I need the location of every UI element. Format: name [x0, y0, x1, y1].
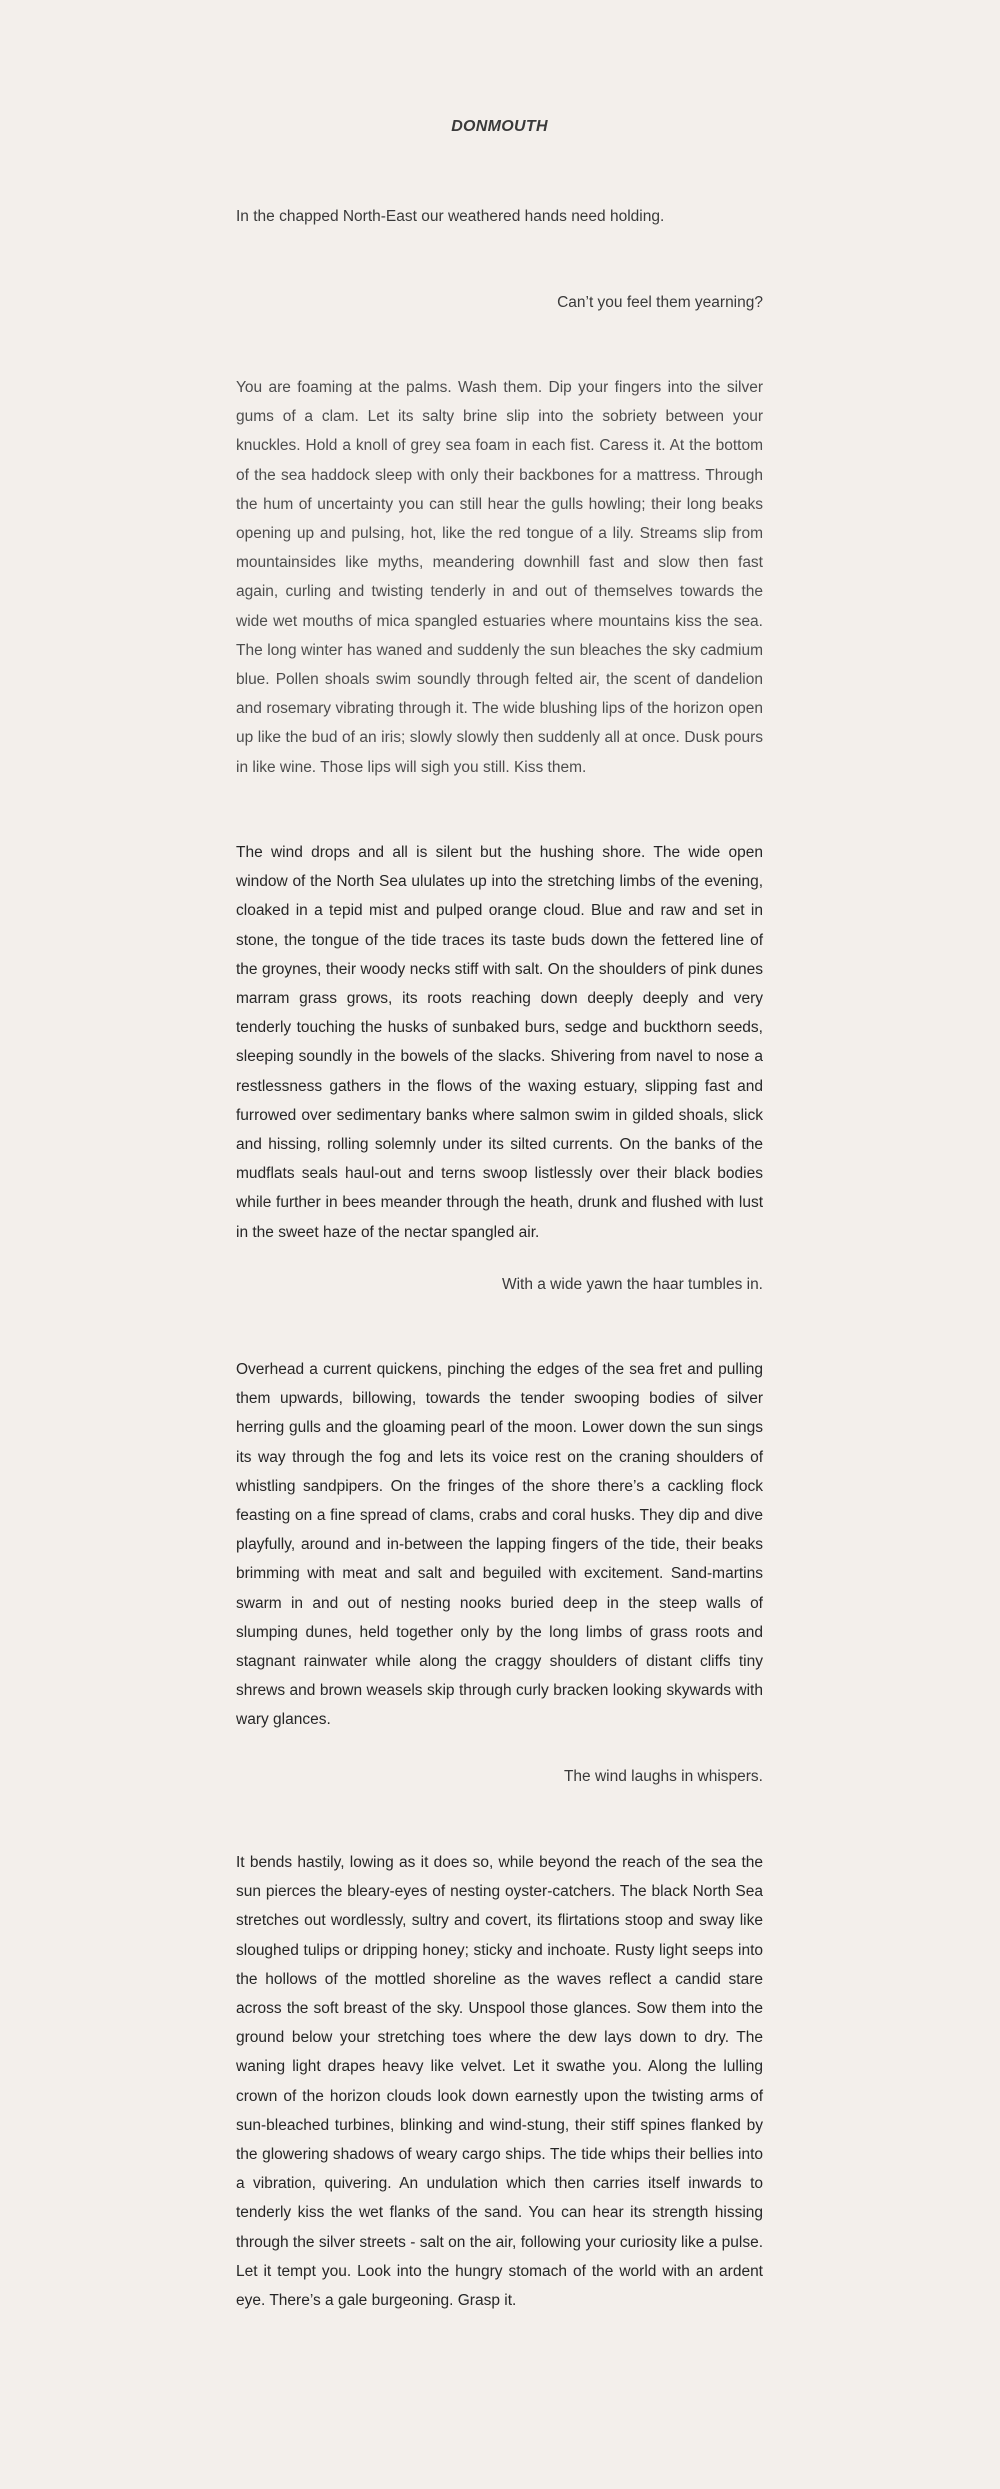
refrain-2: With a wide yawn the haar tumbles in.	[501, 1276, 763, 1293]
paragraph-3: Overhead a current quickens, pinching the edges of the sea fret and pulling them upwards, billowing, towards the tender swooping bodies of silver herring gulls and the gloaming pearl of the moon. Lower down the sun sings its way through the fog and lets its voice rest on the craning shoulders of whistling sandpipers. On the fringes of the shore there’s a cackling flock feasting on a fine spread of clams, crabs and coral husks. They dip and dive playfully, around and in-between the lapping fingers of the tide, their beaks brimming with meat and salt and beguiled with excitement. Sand-martins swarm in and out of nesting nooks buried deep in the steep walls of slumping dunes, held together only by the long limbs of grass roots and stagnant rainwater while along the craggy shoulders of distant cliffs tiny shrews and brown weasels skip through curly bracken looking skywards with wary glances.	[236, 1361, 763, 1729]
paragraph-2: The wind drops and all is silent but the hushing shore. The wide open window of the North Sea ululates up into the stretching limbs of the evening, cloaked in a tepid mist and pulped orange cloud. Blue and raw and set in stone, the tongue of the tide traces its taste buds down the fettered line of the groynes, their woody necks stiff with salt. On the shoulders of pink dunes marram grass grows, its roots reaching down deeply deeply and very tenderly touching the husks of sunbaked burs, sedge and buckthorn seeds, sleeping soundly in the bowels of the slacks. Shivering from navel to nose a restlessness gathers in the flows of the waxing estuary, slipping fast and furrowed over sedimentary banks where salmon swim in gilded shoals, slick and hissing, rolling solemnly under its silted currents. On the banks of the mudflats seals haul-out and terns swoop listlessly over their black bodies while further in bees meander through the heath, drunk and flushed with lust in the sweet haze of the nectar spangled air.	[236, 844, 763, 1241]
paragraph-1: You are foaming at the palms. Wash them. Dip your fingers into the silver gums of a clam. Let its salty brine slip into the sobriety between your knuckles. Hold a knoll of grey sea foam in each fist. Caress it. At the bottom of the sea haddock sleep with only their backbones for a mattress. Through the hum of uncertainty you can still hear the gulls howling; their long beaks opening up and pulsing, hot, like the red tongue of a lily. Streams slip from mountainsides like myths, meandering downhill fast and slow then fast again, curling and twisting tenderly in and out of themselves towards the wide wet mouths of mica spangled estuaries where mountains kiss the sea. The long winter has waned and suddenly the sun bleaches the sky cadmium blue. Pollen shoals swim soundly through felted air, the scent of dandelion and rosemary vibrating through it. The wide blushing lips of the horizon open up like the bud of an iris; slowly slowly then suddenly all at once. Dusk pours in like wine. Those lips will sigh you still. Kiss them.	[236, 379, 763, 776]
refrain-1: Can’t you feel them yearning?	[557, 294, 763, 311]
refrain-3: The wind laughs in whispers.	[563, 1768, 763, 1785]
poem-title: DONMOUTH	[451, 118, 548, 135]
paragraph-4: It bends hastily, lowing as it does so, while beyond the reach of the sea the sun pierces the bleary-eyes of nesting oyster-catchers. The black North Sea stretches out wordlessly, sultry and covert, its flirtations stoop and sway like sloughed tulips or dripping honey; sticky and inchoate. Rusty light seeps into the hollows of the mottled shoreline as the waves reflect a candid stare across the soft breast of the sky. Unspool those glances. Sow them into the ground below your stretching toes where the dew lays down to dry. The waning light drapes heavy like velvet. Let it swathe you. Along the lulling crown of the horizon clouds look down earnestly upon the twisting arms of sun-bleached turbines, blinking and wind-stung, their stiff spines flanked by the glowering shadows of weary cargo ships. The tide whips their bellies into a vibration, quivering. An undulation which then carries itself inwards to tenderly kiss the wet flanks of the sand. You can hear its strength hissing through the silver streets - salt on the air, following your curiosity like a pulse. Let it tempt you. Look into the hungry stomach of the world with an ardent eye. There’s a gale burgeoning. Grasp it.	[236, 1854, 763, 2310]
opening-line: In the chapped North-East our weathered hands need holding.	[236, 208, 665, 225]
